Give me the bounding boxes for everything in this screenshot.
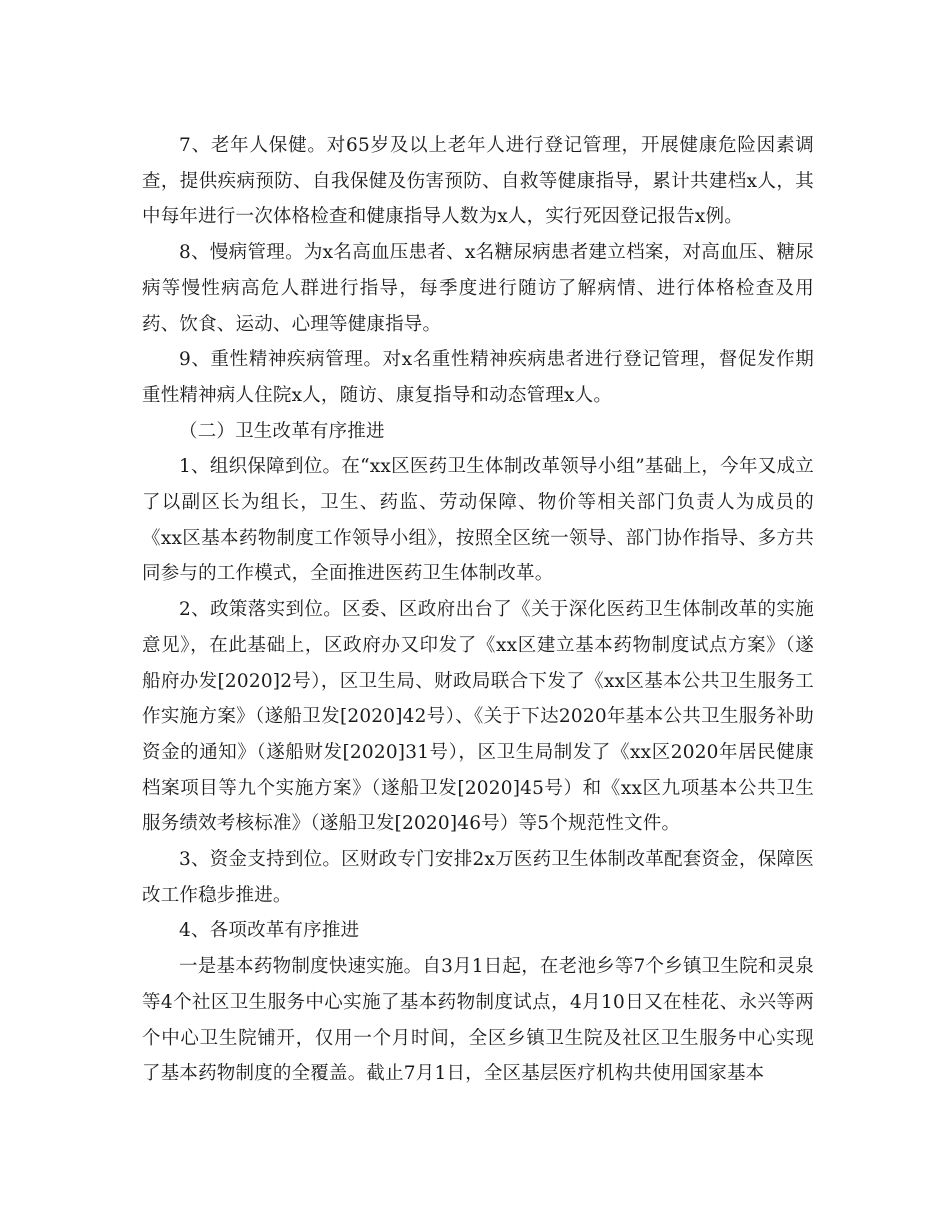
paragraph-reforms-heading: 4、各项改革有序推进: [179, 920, 360, 942]
paragraph-funding: 3、资金支持到位。区财政专门安排2x万医药卫生体制改革配套资金，保障医改工作稳步推进。: [142, 849, 814, 906]
paragraph-organization: 1、组织保障到位。在“xx区医药卫生体制改革领导小组”基础上，今年又成立了以副区长为组长，卫生、药监、劳动保障、物价等相关部门负责人为成员的《xx区基本药物制度工作领导小组》，按照全区统一领导、部门协作指导、多方共同参与的工作模式，全面推进医药卫生体制改革。: [142, 456, 814, 585]
paragraph-elderly-care: 7、老年人保健。对65岁及以上老年人进行登记管理，开展健康危险因素调查，提供疾病预防、自我保健及伤害预防、自救等健康指导，累计共建档x人，其中每年进行一次体格检查和健康指导人数为x人，实行死因登记报告x例。: [142, 135, 814, 228]
paragraph-essential-drugs: 一是基本药物制度快速实施。自3月1日起，在老池乡等7个乡镇卫生院和灵泉等4个社区卫生服务中心实施了基本药物制度试点，4月10日又在桂花、永兴等两个中心卫生院铺开，仅用一个月时间，全区乡镇卫生院及社区卫生服务中心实现了基本药物制度的全覆盖。截止7月1日，全区基层医疗机构共使用国家基本: [142, 956, 814, 1085]
paragraph-policy: 2、政策落实到位。区委、区政府出台了《关于深化医药卫生体制改革的实施意见》，在此基础上，区政府办又印发了《xx区建立基本药物制度试点方案》（遂船府办发[2020]2号），区卫生局、财政局联合下发了《xx区基本公共卫生服务工作实施方案》（遂船卫发[2020]42号）、《关于下达2020年基本公共卫生服务补助资金的通知》（遂船财发[2020]31号），区卫生局制发了《xx区2020年居民健康档案项目等九个实施方案》（遂船卫发[2020]45号）和《xx区九项基本公共卫生服务绩效考核标准》（遂船卫发[2020]46号）等5个规范性文件。: [142, 599, 814, 835]
document-body: [142, 128, 814, 1092]
paragraph-mental-illness: 9、重性精神疾病管理。对x名重性精神疾病患者进行登记管理，督促发作期重性精神病人住院x人，随访、康复指导和动态管理x人。: [142, 349, 814, 406]
paragraph-chronic-disease: 8、慢病管理。为x名高血压患者、x名糖尿病患者建立档案，对高血压、糖尿病等慢性病高危人群进行指导，每季度进行随访了解病情、进行体格检查及用药、饮食、运动、心理等健康指导。: [142, 242, 814, 335]
section-heading-health-reform: （二）卫生改革有序推进: [179, 420, 385, 442]
